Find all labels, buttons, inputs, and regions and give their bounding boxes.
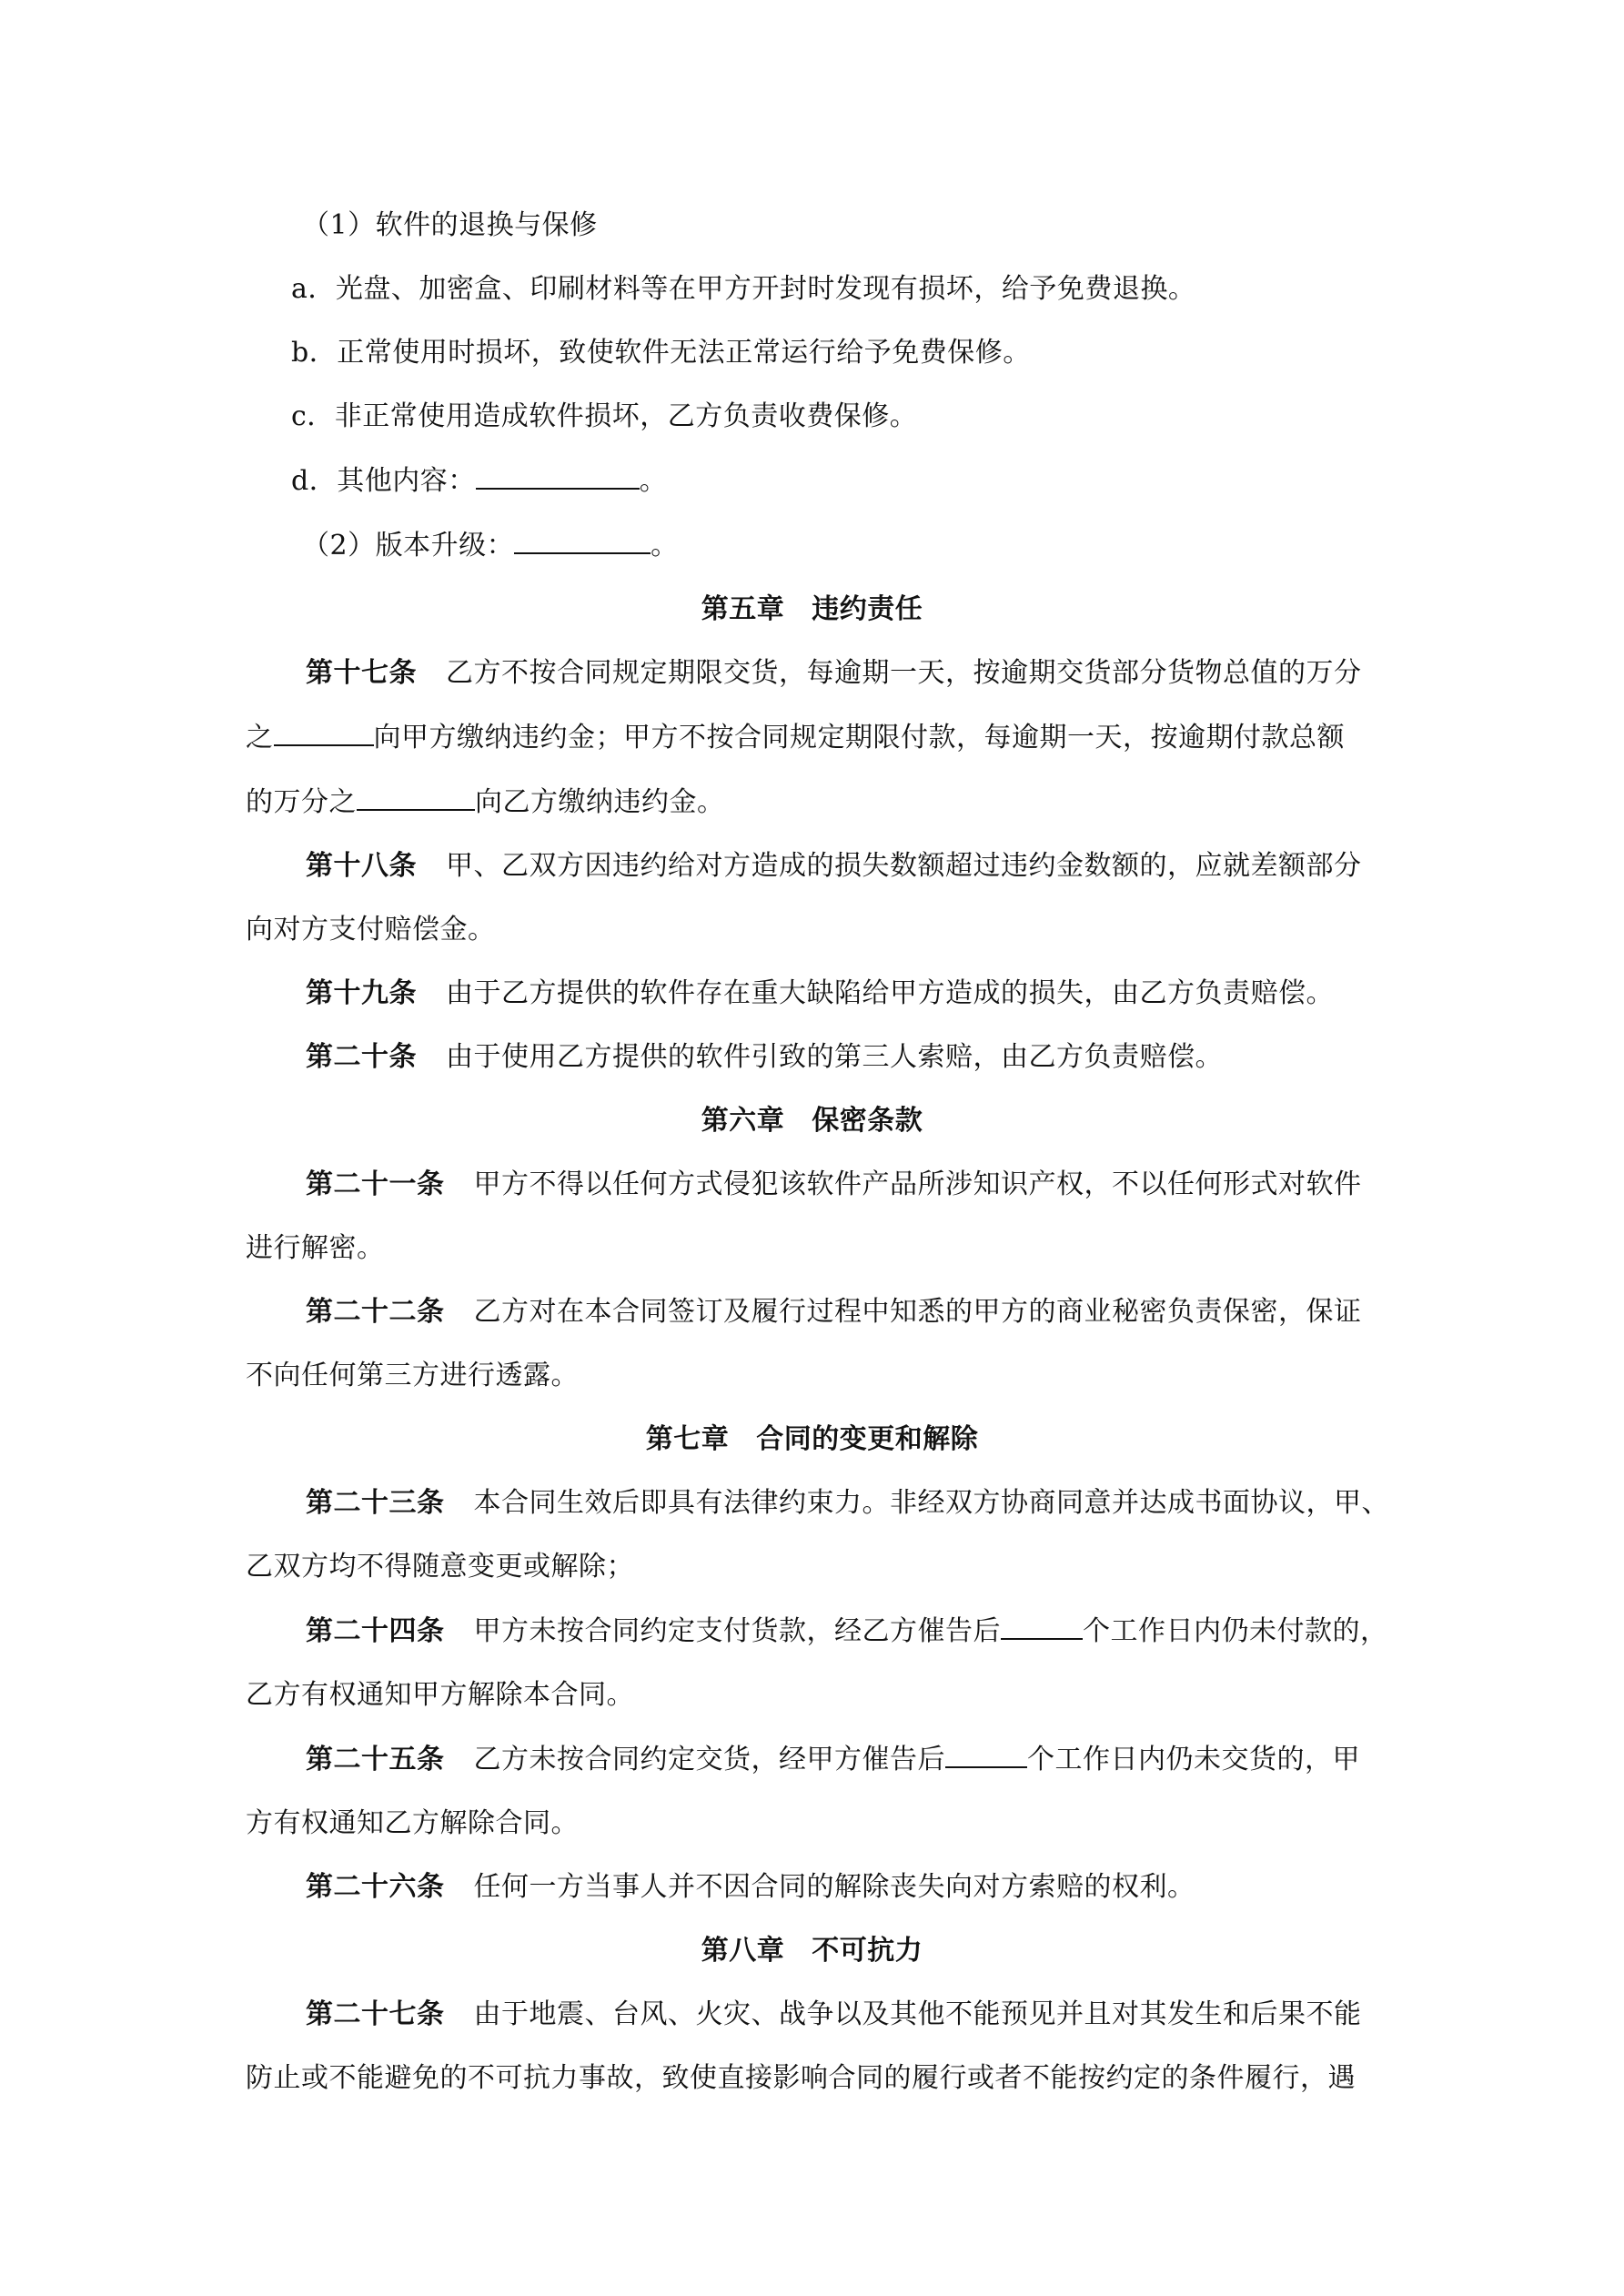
article-text: 不向任何第三方进行透露。	[246, 1360, 579, 1391]
article-text: 乙方对在本合同签订及履行过程中知悉的甲方的商业秘密负责保密，保证	[473, 1296, 1362, 1328]
article-text: 乙方有权通知甲方解除本合同。	[246, 1679, 634, 1711]
item-a: a．光盘、加密盒、印刷材料等在甲方开封时发现有损坏，给予免费退换。	[291, 273, 1196, 305]
article-text: 甲方未按合同约定支付货款，经乙方催告后	[473, 1615, 1001, 1647]
article-text: 甲、乙双方因违约给对方造成的损失数额超过违约金数额的，应就差额部分	[446, 850, 1362, 882]
article-number: 第二十二条	[306, 1296, 445, 1328]
article-number: 第二十六条	[306, 1871, 445, 1903]
chapter-number: 第六章	[701, 1105, 785, 1137]
article-number: 第二十五条	[306, 1744, 445, 1775]
article-number: 第十七条	[306, 657, 417, 689]
article-20	[246, 1039, 1378, 1076]
article-17	[246, 655, 1378, 821]
item-version-label: （2）版本升级：	[302, 530, 515, 561]
item-version-end: 。	[651, 530, 679, 561]
fill-blank	[274, 719, 374, 746]
article-text: 乙方不按合同规定期限交货，每逾期一天，按逾期交货部分货物总值的万分	[446, 657, 1362, 689]
article-27	[246, 1997, 1378, 2097]
article-text: 之	[246, 722, 274, 754]
article-text: 的万分之	[246, 786, 357, 818]
article-number: 第二十七条	[306, 1998, 445, 2030]
article-number: 第二十三条	[306, 1487, 445, 1519]
article-text: 进行解密。	[246, 1232, 385, 1264]
article-22	[246, 1294, 1378, 1394]
fill-blank	[357, 784, 475, 811]
article-text: 防止或不能避免的不可抗力事故，致使直接影响合同的履行或者不能按约定的条件履行，遇	[246, 2062, 1356, 2094]
item-d-end: 。	[639, 465, 668, 497]
chapter-title: 合同的变更和解除	[756, 1423, 979, 1455]
article-19	[246, 976, 1378, 1012]
article-text: 乙双方均不得随意变更或解除；	[246, 1551, 634, 1583]
article-number: 第二十一条	[306, 1168, 445, 1200]
article-text: 个工作日内仍未付款的，	[1083, 1615, 1388, 1647]
chapter-number: 第七章	[645, 1423, 730, 1455]
article-text: 乙方未按合同约定交货，经甲方催告后	[473, 1744, 945, 1775]
item-software-return-repair: （1）软件的退换与保修	[302, 209, 598, 241]
article-25	[246, 1741, 1378, 1842]
fill-blank	[945, 1741, 1027, 1768]
item-c: c．非正常使用造成软件损坏，乙方负责收费保修。	[291, 400, 918, 432]
article-number: 第十八条	[306, 850, 417, 882]
item-b: b．正常使用时损坏，致使软件无法正常运行给予免费保修。	[291, 337, 1031, 369]
article-text: 向乙方缴纳违约金。	[475, 786, 725, 818]
article-24	[246, 1613, 1388, 1714]
chapter-title: 不可抗力	[812, 1935, 923, 1967]
article-23	[246, 1485, 1389, 1585]
article-text: 任何一方当事人并不因合同的解除丧失向对方索赔的权利。	[473, 1871, 1195, 1903]
article-text: 由于乙方提供的软件存在重大缺陷给甲方造成的损失，由乙方负责赔偿。	[446, 977, 1334, 1009]
chapter-heading-6	[246, 1103, 1378, 1139]
document-page	[246, 207, 1389, 2124]
article-26	[246, 1869, 1378, 1906]
article-text: 由于使用乙方提供的软件引致的第三人索赔，由乙方负责赔偿。	[446, 1041, 1223, 1073]
article-text: 向甲方缴纳违约金；甲方不按合同规定期限付款，每逾期一天，按逾期付款总额	[373, 722, 1345, 754]
article-text: 向对方支付赔偿金。	[246, 914, 496, 946]
chapter-heading-7	[246, 1421, 1378, 1458]
article-text: 个工作日内仍未交货的，甲	[1027, 1744, 1360, 1775]
article-text: 由于地震、台风、火灾、战争以及其他不能预见并且对其发生和后果不能	[473, 1998, 1362, 2030]
item-version-upgrade	[302, 527, 1378, 564]
chapter-heading-8	[246, 1933, 1378, 1969]
article-number: 第二十四条	[306, 1615, 445, 1647]
chapter-number: 第五章	[701, 593, 785, 625]
fill-blank	[514, 527, 651, 554]
article-number: 第十九条	[306, 977, 417, 1009]
item-d	[291, 462, 1378, 500]
article-21	[246, 1167, 1378, 1267]
article-text: 本合同生效后即具有法律约束力。非经双方协商同意并达成书面协议，甲、	[473, 1487, 1389, 1519]
fill-blank	[476, 462, 640, 490]
chapter-title: 违约责任	[812, 593, 923, 625]
article-number: 第二十条	[306, 1041, 417, 1073]
article-18	[246, 848, 1378, 948]
article-text: 甲方不得以任何方式侵犯该软件产品所涉知识产权，不以任何形式对软件	[473, 1168, 1362, 1200]
fill-blank	[1001, 1613, 1083, 1640]
item-d-label: d．其他内容：	[291, 465, 476, 497]
chapter-number: 第八章	[701, 1935, 785, 1967]
article-text: 方有权通知乙方解除合同。	[246, 1807, 579, 1839]
chapter-title: 保密条款	[812, 1105, 923, 1137]
chapter-heading-5	[246, 592, 1378, 628]
